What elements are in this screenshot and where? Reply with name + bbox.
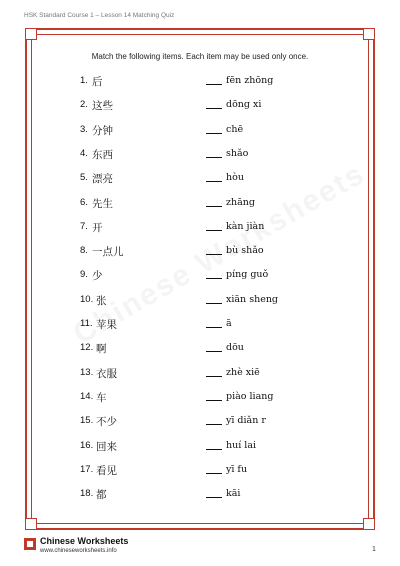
item-number: 13. <box>80 366 94 378</box>
item-hanzi: 啊 <box>96 343 107 356</box>
item-pinyin: kàn jiàn <box>226 220 265 232</box>
item-number: 4. <box>80 147 88 159</box>
answer-blank[interactable] <box>206 230 222 231</box>
item-hanzi: 少 <box>92 270 103 283</box>
answer-blank[interactable] <box>206 303 222 304</box>
list-item <box>0 464 400 482</box>
footer-url: www.chineseworksheets.info <box>40 548 117 554</box>
list-item <box>0 269 400 287</box>
item-pinyin: yī fu <box>226 463 248 475</box>
item-number: 3. <box>80 123 88 135</box>
answer-blank[interactable] <box>206 181 222 182</box>
instructions: Match the following items. Each item may be used only once. <box>91 52 309 61</box>
item-hanzi: 苹果 <box>96 319 117 331</box>
list-item <box>0 197 400 215</box>
item-pinyin: ā <box>226 318 232 329</box>
list-item <box>0 367 400 385</box>
list-item <box>0 488 400 506</box>
item-pinyin: dōu <box>226 342 244 354</box>
item-hanzi: 回来 <box>96 440 117 453</box>
item-number: 2. <box>80 99 88 111</box>
item-number: 18. <box>80 488 94 500</box>
item-number: 15. <box>80 415 94 427</box>
item-pinyin: hòu <box>226 172 244 184</box>
list-item <box>0 75 400 93</box>
item-pinyin: huí lai <box>226 439 257 451</box>
item-number: 12. <box>80 342 94 354</box>
item-hanzi: 衣服 <box>96 367 117 380</box>
list-item <box>0 221 400 239</box>
answer-blank[interactable] <box>206 278 222 279</box>
border-corner-bottom-left <box>25 518 37 530</box>
answer-blank[interactable] <box>206 497 222 498</box>
list-item <box>0 245 400 263</box>
list-item <box>0 440 400 458</box>
footer-brand: Chinese Worksheets <box>40 536 129 546</box>
list-item <box>0 391 400 409</box>
item-number: 8. <box>80 245 88 257</box>
answer-blank[interactable] <box>206 473 222 474</box>
list-item <box>0 172 400 190</box>
item-hanzi: 分钟 <box>92 124 113 137</box>
brand-logo-icon <box>24 538 36 550</box>
list-item <box>0 124 400 142</box>
item-hanzi: 车 <box>96 391 107 404</box>
item-pinyin: chē <box>226 123 244 135</box>
item-number: 10. <box>80 293 94 305</box>
list-item <box>0 318 400 336</box>
item-pinyin: xiān sheng <box>226 293 279 305</box>
answer-blank[interactable] <box>206 157 222 158</box>
item-pinyin: zhāng <box>226 196 255 208</box>
border-corner-top-left <box>25 28 37 40</box>
item-number: 17. <box>80 463 94 475</box>
item-hanzi: 后 <box>92 76 103 88</box>
list-item <box>0 342 400 360</box>
border-corner-top-right <box>363 28 375 40</box>
answer-blank[interactable] <box>206 327 222 328</box>
item-hanzi: 张 <box>96 294 107 307</box>
item-hanzi: 先生 <box>92 197 113 210</box>
answer-blank[interactable] <box>206 376 222 377</box>
item-pinyin: piào liang <box>226 390 274 402</box>
item-number: 9. <box>80 269 88 281</box>
page-number: 1 <box>372 546 376 553</box>
item-pinyin: shǎo <box>226 147 249 159</box>
answer-blank[interactable] <box>206 449 222 450</box>
item-hanzi: 开 <box>92 221 103 234</box>
list-item <box>0 415 400 433</box>
answer-blank[interactable] <box>206 351 222 352</box>
item-pinyin: zhè xiē <box>226 366 260 378</box>
item-number: 14. <box>80 390 94 402</box>
list-item <box>0 294 400 312</box>
item-pinyin: fēn zhōng <box>226 75 274 86</box>
item-hanzi: 一点儿 <box>92 246 124 259</box>
item-number: 16. <box>80 439 94 451</box>
item-pinyin: kāi <box>226 488 241 500</box>
answer-blank[interactable] <box>206 254 222 255</box>
item-number: 5. <box>80 172 88 184</box>
item-hanzi: 都 <box>96 489 107 502</box>
item-pinyin: píng guǒ <box>226 269 269 281</box>
item-hanzi: 这些 <box>92 100 113 113</box>
item-pinyin: yī diǎn r <box>226 415 266 427</box>
item-hanzi: 看见 <box>96 464 117 477</box>
answer-blank[interactable] <box>206 133 222 134</box>
answer-blank[interactable] <box>206 84 222 85</box>
item-pinyin: dōng xi <box>226 99 262 111</box>
answer-blank[interactable] <box>206 206 222 207</box>
list-item <box>0 99 400 117</box>
item-number: 11. <box>80 318 93 329</box>
item-number: 6. <box>80 196 88 208</box>
border-corner-bottom-right <box>363 518 375 530</box>
answer-blank[interactable] <box>206 400 222 401</box>
item-hanzi: 不少 <box>96 416 117 429</box>
document-header: HSK Standard Course 1 – Lesson 14 Matching Quiz <box>24 12 175 19</box>
item-hanzi: 漂亮 <box>92 173 113 186</box>
list-item <box>0 148 400 166</box>
answer-blank[interactable] <box>206 424 222 425</box>
item-pinyin: bù shǎo <box>226 245 264 257</box>
item-hanzi: 东西 <box>92 148 113 161</box>
item-number: 1. <box>80 75 88 86</box>
item-number: 7. <box>80 220 88 232</box>
answer-blank[interactable] <box>206 108 222 109</box>
